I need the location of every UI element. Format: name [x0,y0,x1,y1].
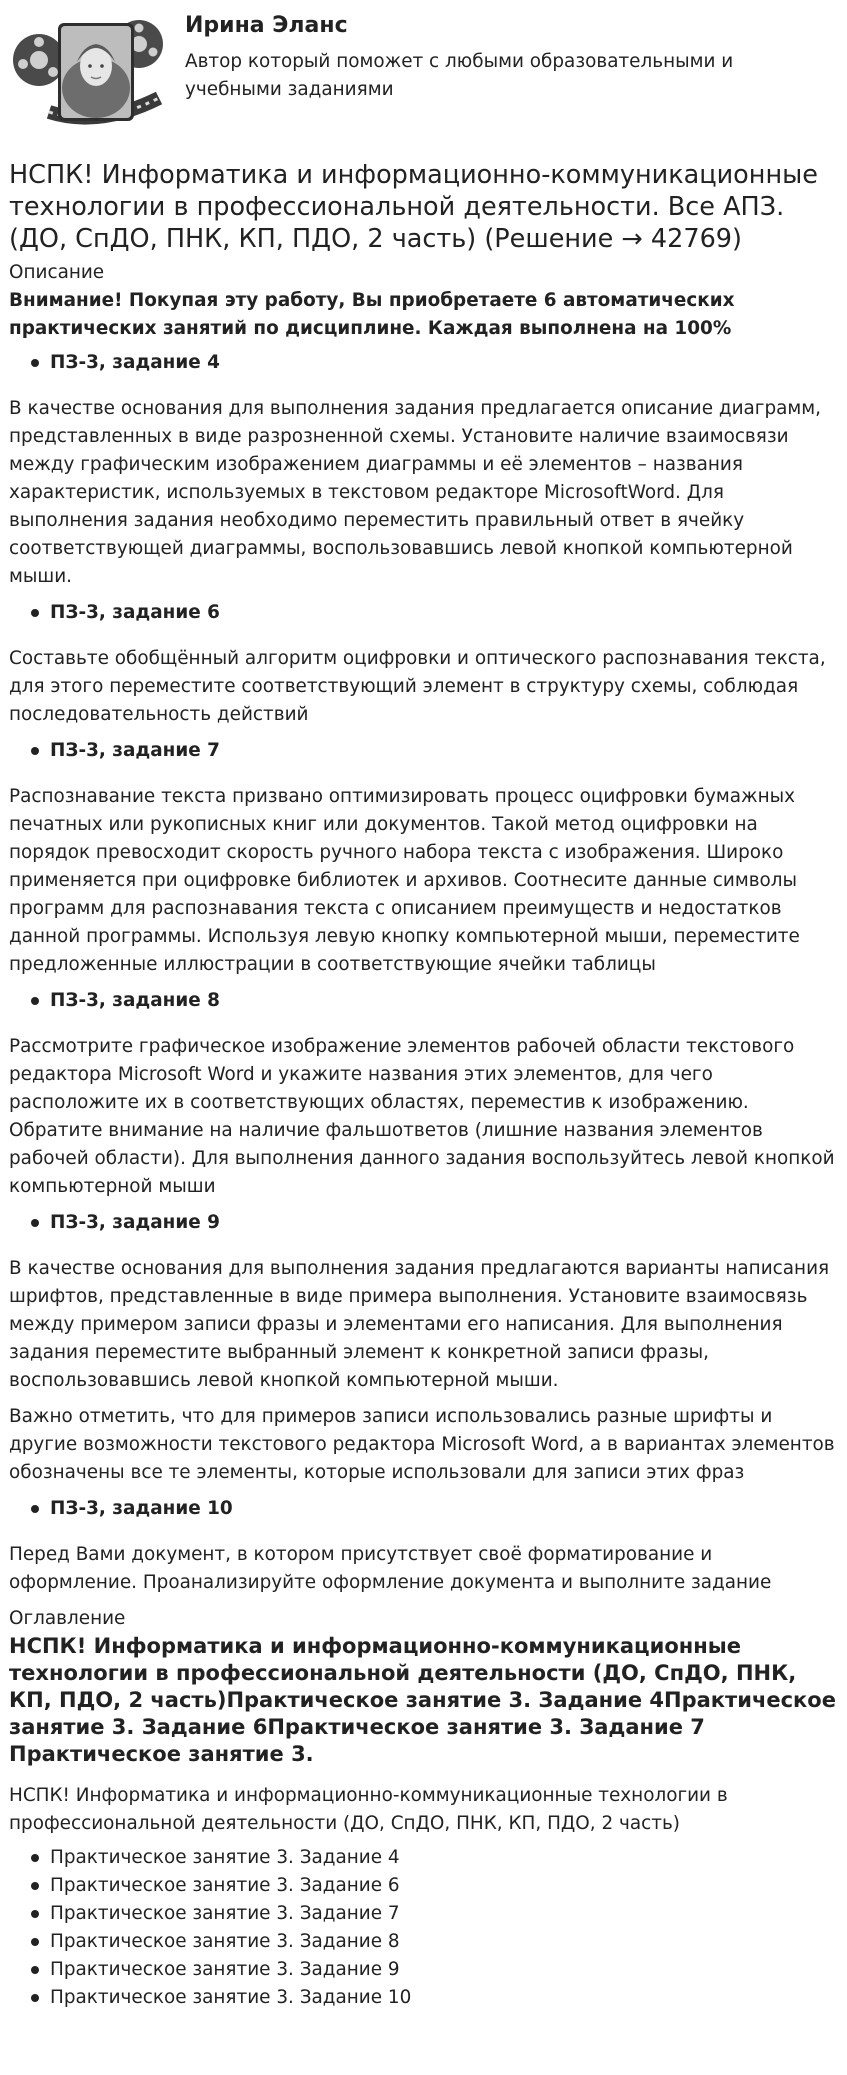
toc-item-label: Практическое занятие 3. Задание 10 [50,1987,412,2008]
avatar-image [9,8,169,132]
author-info [185,8,765,104]
task-description: Распознавание текста призвано оптимизировать процесс оцифровки бумажных печатных или рукописных книг или документов. Такой метод оцифровки на порядок превосходит скорость ручного набора текста с изображения. Широко применяется при оцифровке библиотек и архивов. Соотнесите данные символы программ для распознавания текста с описанием преимуществ и недостатков данной программы. Используя левую кнопку компьютерной мыши, переместите предложенные иллюстрации в соответствующие ячейки таблицы [9,786,800,975]
task-heading [9,987,838,1015]
task-heading [9,737,838,765]
task-item [9,349,838,591]
task-description: Составьте обобщённый алгоритм оцифровки и оптического распознавания текста, для этого переместите соответствующий элемент в структуру схемы, соблюдая последовательность действий [9,648,826,725]
task-description: В качестве основания для выполнения задания предлагаются варианты написания шрифтов, представленные в виде примера выполнения. Установите взаимосвязь между примером записи фразы и элементами его написания. Для выполнения задания переместите выбранный элемент к конкретной записи фразы, воспользовавшись левой кнопкой компьютерной мыши. [9,1258,830,1391]
toc-item [9,1956,838,1984]
bullet-icon [31,1505,39,1513]
task-heading-text: ПЗ-3, задание 8 [50,990,220,1011]
toc-item-label: Практическое занятие 3. Задание 6 [50,1875,400,1896]
author-description: Автор который поможет с любыми образовательными и учебными заданиями [185,51,734,100]
page-title: НСПК! Информатика и информационно-коммуникационные технологии в профессиональной деятельности. Все АПЗ. (ДО, СпДО, ПНК, КП, ПДО, 2 часть) (Решение → 42769) [9,160,818,254]
bullet-icon [31,1219,39,1227]
toc-heading: НСПК! Информатика и информационно-коммуникационные технологии в профессиональной деятельности (ДО, СпДО, ПНК, КП, ПДО, 2 часть)Практическое занятие 3. Задание 4Практическое занятие 3. Задание 6Практическое занятие 3. Задание 7 Практическое занятие 3. [9,1634,836,1766]
bullet-icon [31,359,39,367]
task-heading [9,349,838,377]
task-item [9,737,838,979]
task-description: В качестве основания для выполнения задания предлагается описание диаграмм, представленных в виде разрозненной схемы. Установите наличие взаимосвязи между графическим изображением диаграммы и её элементов – названия характеристик, используемых в текстовом редакторе MicrosoftWord. Для выполнения задания необходимо переместить правильный ответ в ячейку соответствующей диаграммы, воспользовавшись левой кнопкой компьютерной мыши. [9,398,821,587]
author-name[interactable]: Ирина Эланс [185,13,348,38]
task-heading [9,1209,838,1237]
avatar[interactable] [9,8,169,132]
toc-item [9,1872,838,1900]
toc-item [9,1984,838,2012]
toc-list [9,1844,838,2012]
toc-item-label: Практическое занятие 3. Задание 8 [50,1931,400,1952]
task-description-note: Важно отметить, что для примеров записи использовались разные шрифты и другие возможности текстового редактора Microsoft Word, а в вариантах элементов обозначены все те элементы, которые использовали для записи этих фраз [9,1406,835,1483]
toc-item [9,1900,838,1928]
task-list [9,349,838,1597]
toc-item-label: Практическое занятие 3. Задание 4 [50,1847,400,1868]
toc-label: Оглавление [9,1608,126,1629]
toc-item [9,1844,838,1872]
bullet-icon [31,1966,39,1974]
task-heading [9,1495,838,1523]
task-item [9,599,838,729]
bullet-icon [31,609,39,617]
toc-subtitle: НСПК! Информатика и информационно-коммуникационные технологии в профессиональной деятельности (ДО, СпДО, ПНК, КП, ПДО, 2 часть) [9,1785,728,1834]
bullet-icon [31,997,39,1005]
task-item [9,1209,838,1487]
toc-item [9,1928,838,1956]
task-description: Рассмотрите графическое изображение элементов рабочей области текстового редактора Microsoft Word и укажите названия этих элементов, для чего расположите их в соответствующих областях, переместив к изображению. Обратите внимание на наличие фальшответов (лишние названия элементов рабочей области). Для выполнения данного задания воспользуйтесь левой кнопкой компьютерной мыши [9,1036,835,1197]
bullet-icon [31,747,39,755]
toc-item-label: Практическое занятие 3. Задание 9 [50,1959,400,1980]
task-heading-text: ПЗ-3, задание 6 [50,602,220,623]
task-heading-text: ПЗ-3, задание 10 [50,1498,233,1519]
bullet-icon [31,1854,39,1862]
purchase-notice: Внимание! Покупая эту работу, Вы приобретаете 6 автоматических практических занятий по дисциплине. Каждая выполнена на 100% [9,290,735,339]
task-item [9,987,838,1201]
task-heading-text: ПЗ-3, задание 7 [50,740,220,761]
task-description: Перед Вами документ, в котором присутствует своё форматирование и оформление. Проанализируйте оформление документа и выполните задание [9,1544,772,1593]
author-card [9,8,838,132]
task-item [9,1495,838,1597]
task-heading-text: ПЗ-3, задание 9 [50,1212,220,1233]
task-heading-text: ПЗ-3, задание 4 [50,352,220,373]
bullet-icon [31,1910,39,1918]
task-heading [9,599,838,627]
toc-item-label: Практическое занятие 3. Задание 7 [50,1903,400,1924]
bullet-icon [31,1882,39,1890]
bullet-icon [31,1994,39,2002]
description-label: Описание [9,262,105,283]
bullet-icon [31,1938,39,1946]
